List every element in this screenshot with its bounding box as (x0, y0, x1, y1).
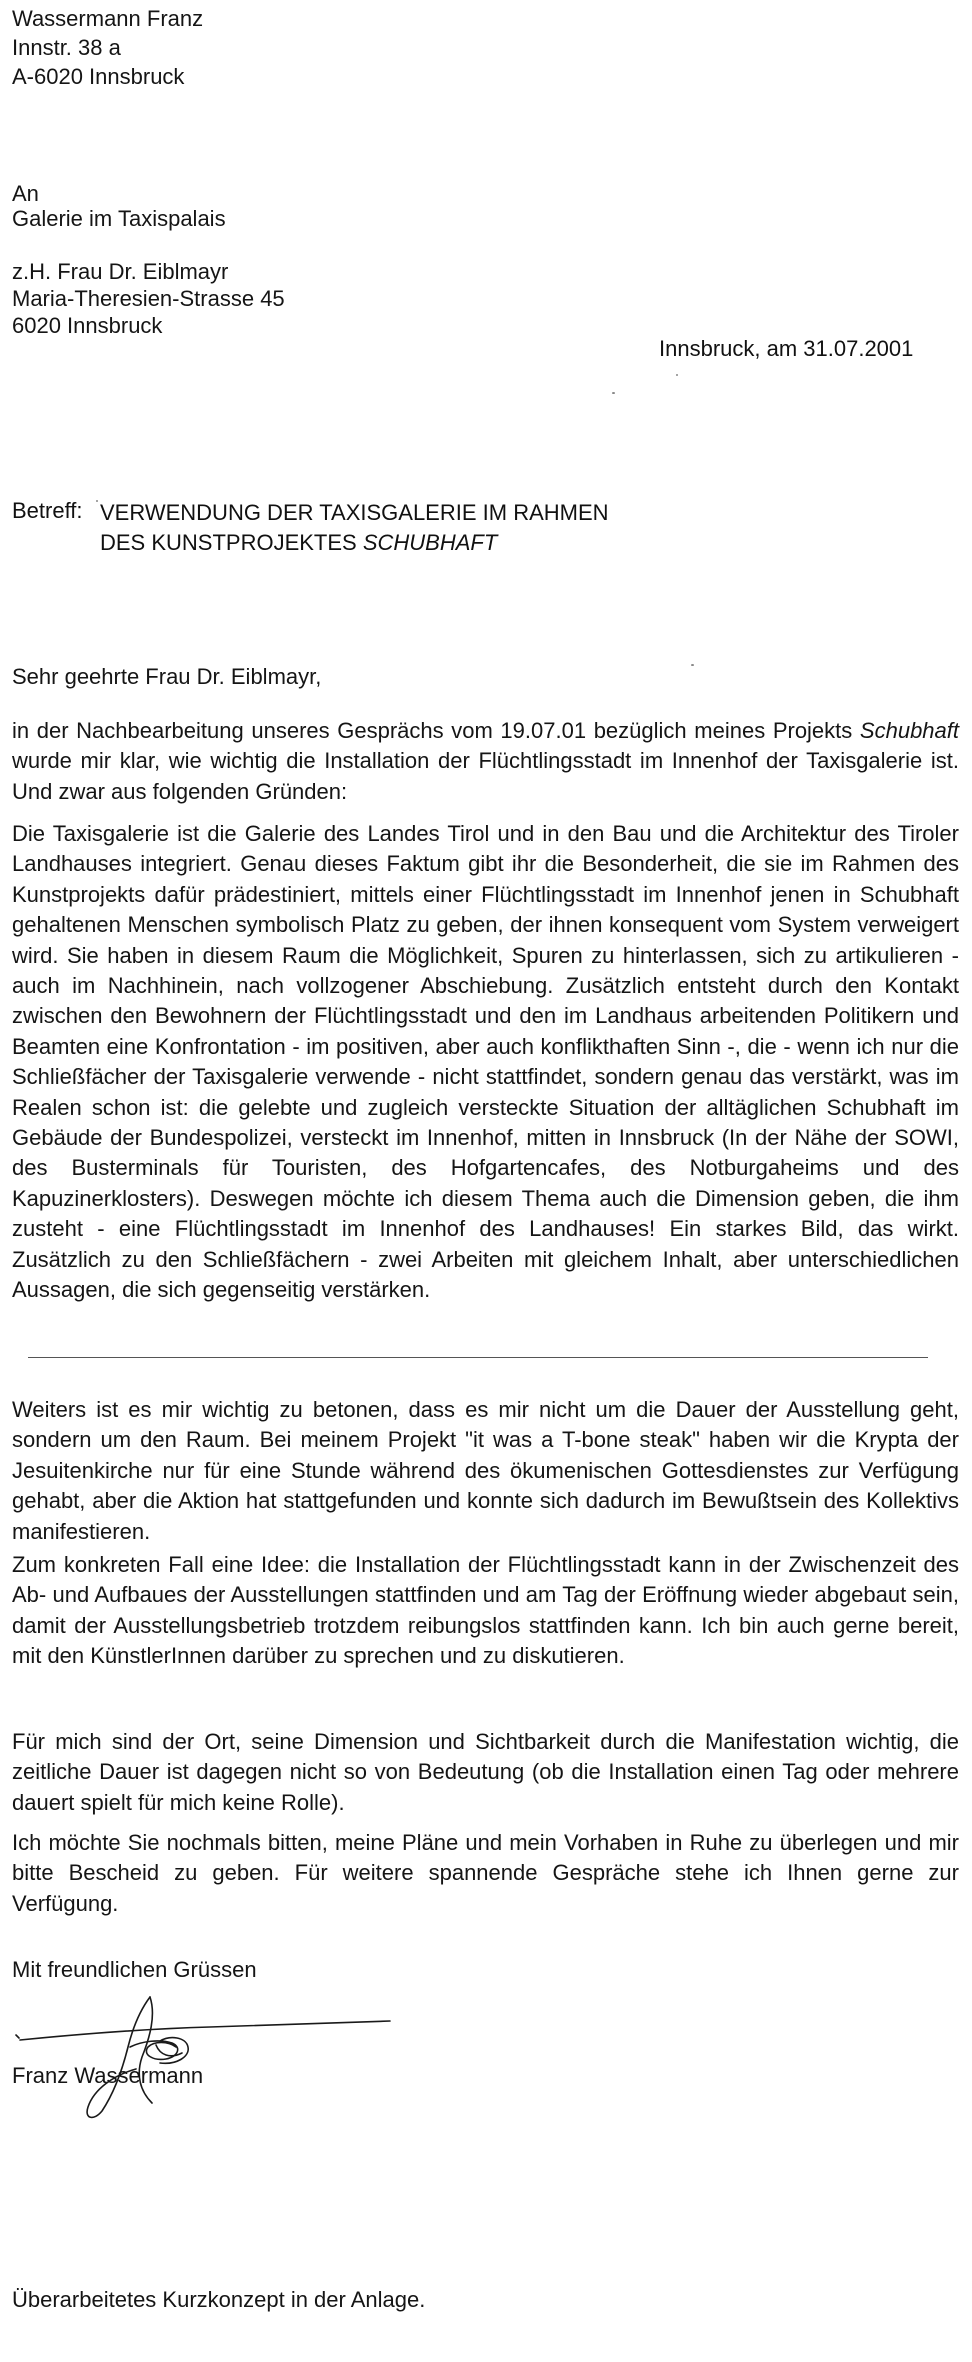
salutation: Sehr geehrte Frau Dr. Eiblmayr, (12, 664, 322, 689)
paragraph-2: Die Taxisgalerie ist die Galerie des Landes Tirol und in den Bau und die Architektur des Tiroler Landhauses integriert. Genau dieses Faktum gibt ihr die Besonderheit, die sie im Rahmen des Kunstprojekts dafür prädestiniert, mittels einer Flüchtlingsstadt im Innenhof jenen in Schubhaft gehaltenen Menschen symbolisch Platz zu geben, der ihnen konsequent vom System verweigert wird. Sie haben in diesem Raum die Möglichkeit, Spuren zu hinterlassen, sich zu artikulieren - auch im Nachhinein, nach vollzogener Abschiebung. Zusätzlich entsteht durch den Kontakt zwischen den Bewohnern der Flüchtlingsstadt und den im Landhaus arbeitenden Politikern und Beamten eine Konfrontation - im positiven, aber auch konflikthaften Sinn -, die - wenn ich nur die Schließfächer der Taxisgalerie verwende - nicht stattfindet, sondern genau das verstärkt, was im Realen schon ist: die gelebte und zugleich versteckte Situation der alltäglichen Schubhaft im Gebäude der Bundespolizei, versteckt im Innenhof, mitten in Innsbruck (In der Nähe der SOWI, des Busterminals für Touristen, des Hofgartencafes, des Notburgaheims und des Kapuzinerklosters). Deswegen möchte ich diesem Thema auch die Dimension geben, die ihm zusteht - eine Flüchtlingsstadt im Innenhof des Landhauses! Ein starkes Bild, das wirkt. Zusätzlich zu den Schließfächern - zwei Arbeiten mit gleichem Inhalt, aber unterschiedlichen Aussagen, die sich gegenseitig verstärken. (12, 821, 959, 1303)
subject-text (100, 498, 609, 558)
paragraph-3: Weiters ist es mir wichtig zu betonen, dass es mir nicht um die Dauer der Ausstellung geht, sondern um den Raum. Bei meinem Projekt "it was a T-bone steak" haben wir die Krypta der Jesuitenkirche nur für eine Stunde während des ökumenischen Gottesdienstes zur Verfügung gehabt, aber die Aktion hat stattgefunden und konnte sich dadurch im Bewußtsein des Kollektivs manifestieren. (12, 1397, 959, 1544)
sender-street: Innstr. 38 a (12, 35, 121, 60)
paragraph-6: Ich möchte Sie nochmals bitten, meine Pläne und mein Vorhaben in Ruhe zu überlegen und mir bitte Bescheid zu geben. Für weitere spannende Gespräche stehe ich Ihnen gerne zur Verfügung. (12, 1830, 959, 1916)
paragraph-5: Für mich sind der Ort, seine Dimension und Sichtbarkeit durch die Manifestation wichtig, die zeitliche Dauer ist dagegen nicht so von Bedeutung (ob die Installation einen Tag oder mehrere dauert spielt für mich keine Rolle). (12, 1729, 959, 1815)
recipient-prefix: An (12, 181, 39, 206)
paragraph-1-text-b: wurde mir klar, wie wichtig die Installation der Flüchtlingsstadt im Innenhof der Taxisgalerie ist. Und zwar aus folgenden Gründen: (12, 748, 959, 804)
sender-name: Wassermann Franz (12, 6, 204, 31)
paragraph-1 (12, 716, 959, 807)
subject-line-2-text: DES KUNSTPROJEKTES (100, 530, 363, 555)
recipient-attention: z.H. Frau Dr. Eiblmayr (12, 259, 229, 284)
handwritten-signature (10, 1985, 410, 2125)
subject-line-2 (100, 528, 609, 558)
signature-name: Franz Wassermann (12, 2063, 204, 2088)
paragraph-4: Zum konkreten Fall eine Idee: die Installation der Flüchtlingsstadt kann in der Zwischenzeit des Ab- und Aufbaues der Ausstellungen stattfinden und am Tag der Eröffnung wieder abgebaut sein, damit der Ausstellungsbetrieb trotzdem reibungslos stattfinden kann. Ich bin auch gerne bereit, mit den KünstlerInnen darüber zu sprechen und zu diskutieren. (12, 1552, 959, 1669)
recipient-street: Maria-Theresien-Strasse 45 (12, 286, 285, 311)
scan-speck (96, 500, 98, 502)
subject-project-name: SCHUBHAFT (362, 530, 498, 555)
recipient-name: Galerie im Taxispalais (12, 206, 226, 231)
subject-label: Betreff: (12, 498, 83, 523)
sender-city: A-6020 Innsbruck (12, 64, 185, 89)
subject-line-1: VERWENDUNG DER TAXISGALERIE IM RAHMEN (100, 500, 609, 525)
recipient-city: 6020 Innsbruck (12, 313, 163, 338)
scan-speck (676, 374, 678, 376)
scan-speck (691, 664, 694, 666)
letter-date: Innsbruck, am 31.07.2001 (659, 336, 914, 361)
divider-rule (28, 1357, 928, 1358)
paragraph-1-project: Schubhaft (859, 718, 959, 743)
scan-speck (612, 392, 615, 394)
closing: Mit freundlichen Grüssen (12, 1957, 257, 1982)
paragraph-1-text-a: in der Nachbearbeitung unseres Gesprächs vom 19.07.01 bezüglich meines Projekts (12, 718, 860, 743)
enclosure-note: Überarbeitetes Kurzkonzept in der Anlage. (12, 2287, 426, 2312)
